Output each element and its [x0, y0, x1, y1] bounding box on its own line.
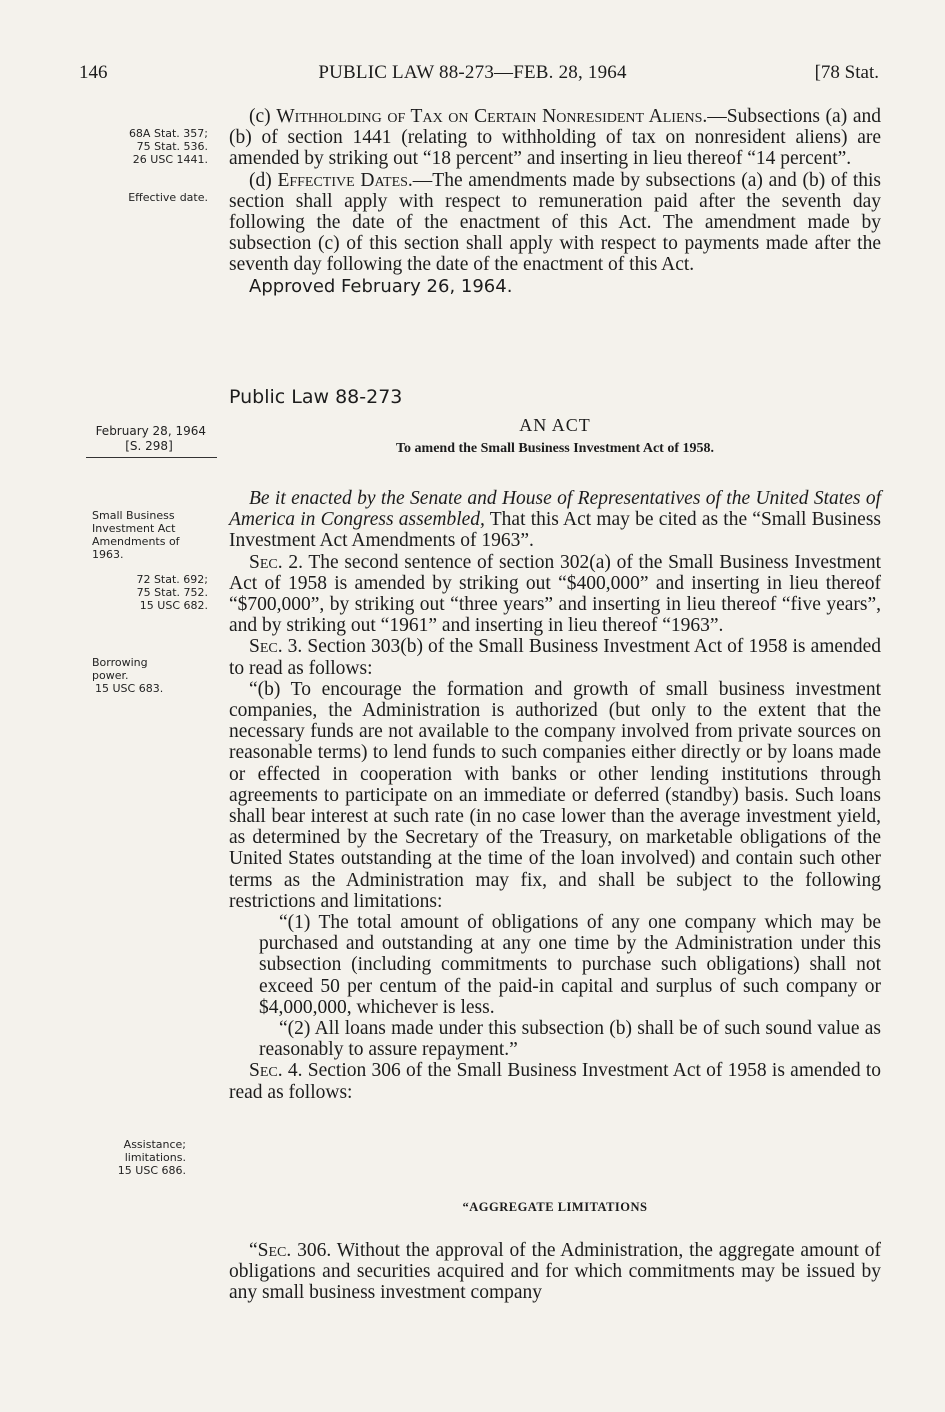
margin-effective-date: [70, 191, 220, 204]
margin-line: 15 USC 683.: [95, 682, 164, 695]
margin-citation-1: [70, 127, 220, 166]
section-2: [229, 552, 881, 637]
margin-line: Borrowing: [92, 656, 148, 669]
body-main-block: [229, 488, 881, 1103]
margin-short-title: [92, 509, 242, 561]
margin-line: [S. 298]: [125, 439, 173, 453]
margin-citation-2: [70, 573, 220, 612]
section-heading: Withholding of Tax on Certain Nonresident Aliens.: [276, 106, 708, 127]
enacting-text: That this Act may be cited as the “Small Business Investment Act Amendments of 1963”.: [229, 509, 882, 552]
act-description: To amend the Small Business Investment Act of 1958.: [395, 441, 714, 456]
margin-line: Amendments of: [92, 535, 180, 548]
running-title: PUBLIC LAW 88-273—FEB. 28, 1964: [318, 62, 627, 83]
aggregate-limitations-heading: “AGGREGATE LIMITATIONS: [462, 1200, 648, 1214]
margin-line: Effective date.: [128, 191, 208, 204]
section-text: Section 306 of the Small Business Investment Act of 1958 is amended to read as follows:: [229, 1060, 881, 1103]
public-law-title: Public Law 88-273: [229, 386, 403, 408]
section-label: (d): [249, 169, 278, 191]
section-text: The second sentence of section 302(a) of the Small Business Investment Act of 1958 is amended by striking out “$400,000” and inserting in lieu thereof “$700,000”, by striking out “three years” and inserting in lieu thereof “five years”, and by striking out “1961” and inserting in lieu thereof “1963”.: [229, 551, 881, 637]
volume-label: [78 Stat.: [814, 62, 879, 83]
section-label: Sec. 4.: [249, 1060, 303, 1082]
section-3-b-1: “(1) The total amount of obligations of any one company which may be purchased and outstanding at any one time by the Administration under this subsection (including commitments to purchase such obligations) shall not exceed 50 per centum of the paid-in capital and surplus of such company or $4,000,000, whichever is less.: [259, 912, 881, 1018]
section-3-b-2: “(2) All loans made under this subsection (b) shall be of such sound value as reasonably to assure repayment.”: [259, 1018, 881, 1061]
section-3-b: “(b) To encourage the formation and growth of small business investment companies, the Administration is authorized (but only to the extent that the necessary funds are not available to the company involved from private sources on reasonable terms) to lend funds to such companies either directly or by loans made or effected in cooperation with banks or other lending institutions through agreements to participate on an immediate or deferred (standby) basis. Such loans shall bear interest at such rate (in no case lower than the average investment yield, as determined by the Secretary of the Treasury, on marketable obligations of the United States outstanding at the time of the loan involved) and contain such other terms as the Administration may fix, and shall be subject to the following restrictions and limitations:: [229, 678, 881, 912]
section-306: [229, 1240, 881, 1304]
section-d: [229, 170, 881, 276]
margin-line: power.: [92, 669, 129, 682]
margin-line: Assistance;: [123, 1138, 186, 1151]
margin-line: limitations.: [124, 1151, 186, 1164]
margin-line: Small Business: [92, 509, 175, 522]
margin-rule: [86, 457, 217, 458]
section-label: Sec. 2.: [249, 551, 303, 573]
margin-line: 26 USC 1441.: [132, 153, 208, 166]
section-heading: Effective Dates.: [277, 169, 413, 191]
margin-assistance: [76, 1138, 186, 1177]
page-header: [0, 62, 945, 92]
section-text: Section 303(b) of the Small Business Investment Act of 1958 is amended to read as follows:: [229, 636, 881, 679]
body-top-block: [229, 106, 881, 297]
section-label: “Sec. 306.: [249, 1240, 332, 1261]
margin-line: 75 Stat. 536.: [136, 140, 208, 153]
section-label: Sec. 3.: [249, 636, 303, 658]
margin-line: 15 USC 686.: [117, 1164, 186, 1177]
section-3: [229, 636, 881, 678]
section-4: [229, 1060, 881, 1102]
margin-line: 75 Stat. 752.: [136, 586, 208, 599]
margin-line: 1963.: [92, 548, 124, 561]
margin-line: February 28, 1964: [95, 424, 206, 438]
margin-borrowing: [92, 656, 242, 695]
margin-line: 72 Stat. 692;: [136, 573, 208, 586]
margin-line: Investment Act: [92, 522, 176, 535]
section-text: —The amendments made by subsections (a) and (b) of this section shall apply with respect to remuneration paid after the seventh day following the date of the enactment of this Act. The amendment made by subsection (c) of this section shall apply with respect to payments made after the seventh day following the date of the enactment of this Act.: [229, 169, 882, 276]
body-bottom-block: [229, 1240, 881, 1304]
section-text: —Subsections (a) and (b) of section 1441 (relating to withholding of tax on nonresident aliens) are amended by striking out “18 percent” and inserting in lieu thereof “14 percent”.: [229, 106, 881, 170]
section-text: Without the approval of the Administration, the aggregate amount of obligations and securities acquired and for which commitments may be issued by any small business investment company: [229, 1240, 882, 1304]
an-act-label: AN ACT: [519, 415, 591, 435]
margin-line: 68A Stat. 357;: [128, 127, 208, 140]
margin-line: 15 USC 682.: [139, 599, 208, 612]
approved-date: Approved February 26, 1964.: [249, 275, 513, 297]
section-label: (c): [249, 106, 277, 127]
section-c: [229, 106, 881, 170]
enacting-italic: Be it enacted by the Senate and House of Representatives of the United States of America in Congress assembled,: [229, 488, 881, 531]
margin-date-block: [70, 424, 218, 454]
enacting-clause: [229, 488, 881, 552]
page-number: 146: [79, 62, 108, 83]
